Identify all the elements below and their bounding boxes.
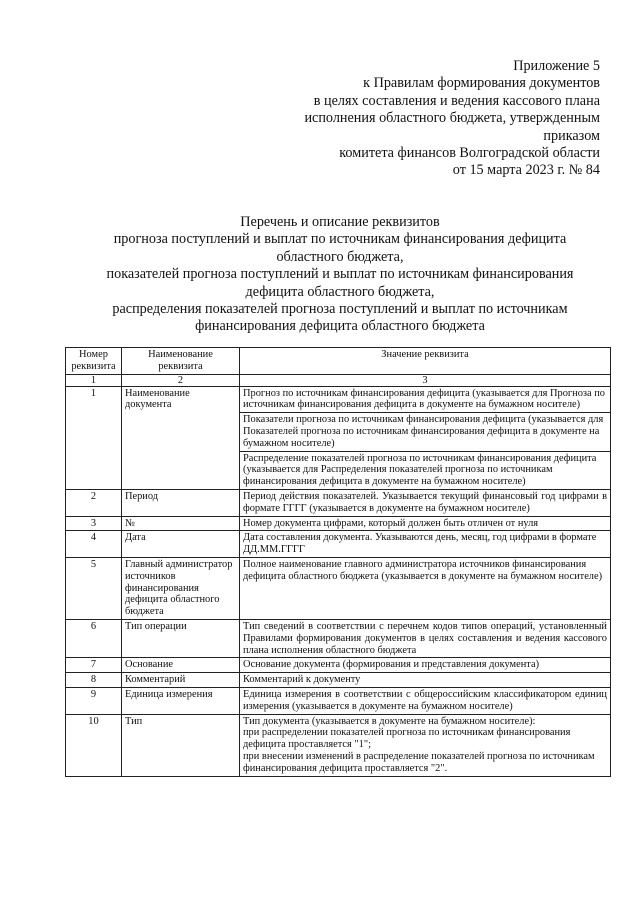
title-line: областного бюджета,	[276, 248, 404, 265]
title-line: Перечень и описание реквизитов	[240, 214, 440, 230]
appendix-line: исполнения областного бюджета, утвержденным	[304, 110, 600, 127]
row-name: Единица измерения	[122, 687, 240, 714]
row-name: Период	[122, 489, 240, 516]
table-header-row	[66, 348, 611, 375]
header-name: Наименование реквизита	[122, 348, 240, 375]
row-name: №	[122, 516, 240, 531]
row-number: 7	[66, 658, 122, 673]
row-value: Основание документа (формирования и представления документа)	[240, 658, 611, 673]
table-row	[66, 516, 611, 531]
header-value: Значение реквизита	[240, 348, 611, 375]
table-row	[66, 557, 611, 619]
table-row	[66, 687, 611, 714]
row-value: Единица измерения в соответствии с общероссийским классификатором единиц измерения (указывается в документе на бумажном носителе)	[240, 687, 611, 714]
row-value: Номер документа цифрами, который должен быть отличен от нуля	[240, 516, 611, 531]
row-value-line: Тип документа (указывается в документе на бумажном носителе):	[243, 715, 536, 727]
row-number: 9	[66, 687, 122, 714]
column-number: 1	[66, 374, 122, 386]
header-number: Номер реквизита	[66, 348, 122, 375]
row-number: 3	[66, 516, 122, 531]
title-line: прогноза поступлений и выплат по источникам финансирования дефицита	[113, 231, 567, 248]
row-number: 10	[66, 714, 122, 776]
row-name: Тип операции	[122, 619, 240, 657]
table-row	[66, 714, 611, 776]
appendix-block	[270, 58, 600, 180]
column-number: 3	[240, 374, 611, 386]
appendix-line: приказом	[543, 127, 600, 144]
row-value-line: при внесении изменений в распределение показателей прогноза по источникам финансирования дефицита проставляется "2".	[243, 750, 595, 774]
row-number: 4	[66, 531, 122, 558]
row-value-line: при распределении показателей прогноза по источникам финансирования дефицита проставляется "1";	[243, 727, 571, 751]
row-name: Основание	[122, 658, 240, 673]
appendix-line: к Правилам формирования документов	[363, 75, 600, 92]
table-row	[66, 619, 611, 657]
row-number: 2	[66, 489, 122, 516]
column-numbers-row	[66, 374, 611, 386]
table-row	[66, 673, 611, 688]
title-line: финансирования дефицита областного бюджета	[195, 318, 485, 335]
document-title	[60, 214, 620, 336]
row-value: Распределение показателей прогноза по источникам финансирования дефицита (указывается для Распределения показателей прогноза по источникам финансирования дефицита в документе на бумажном носителе)	[240, 451, 611, 489]
requisites-table	[65, 347, 611, 777]
table-row	[66, 489, 611, 516]
title-line: дефицита областного бюджета,	[245, 283, 435, 300]
title-line: распределения показателей прогноза поступлений и выплат по источникам	[112, 301, 568, 318]
row-number: 5	[66, 557, 122, 619]
appendix-line: в целях составления и ведения кассового плана	[313, 92, 600, 109]
row-name: Дата	[122, 531, 240, 558]
row-value: Дата составления документа. Указываются день, месяц, год цифрами в формате ДД.ММ.ГГГГ	[240, 531, 611, 558]
row-value: Тип сведений в соответствии с перечнем кодов типов операций, установленный Правилами формирования документов в целях составления и ведения кассового плана исполнения областного бюджета	[240, 619, 611, 657]
title-line: показателей прогноза поступлений и выплат по источникам финансирования	[106, 266, 574, 283]
row-value: Период действия показателей. Указывается текущий финансовый год цифрами в формате ГГГГ (указывается в документе на бумажном носителе)	[240, 489, 611, 516]
appendix-line: комитета финансов Волгоградской области	[339, 145, 600, 162]
row-value: Прогноз по источникам финансирования дефицита (указывается для Прогноза по источникам финансирования дефицита в документе на бумажном носителе)	[240, 386, 611, 413]
row-value: Полное наименование главного администратора источников финансирования дефицита областного бюджета (указывается в документе на бумажном носителе)	[240, 557, 611, 619]
row-name: Главный администратор источников финансирования дефицита областного бюджета	[122, 557, 240, 619]
column-number: 2	[122, 374, 240, 386]
row-name: Тип	[122, 714, 240, 776]
table-row	[66, 386, 611, 413]
row-value: Показатели прогноза по источникам финансирования дефицита (указывается для Показателей прогноза по источникам финансирования дефицита в документе на бумажном носителе)	[240, 413, 611, 451]
row-name: Наименование документа	[122, 386, 240, 489]
row-value: Комментарий к документу	[240, 673, 611, 688]
row-number: 8	[66, 673, 122, 688]
row-number: 6	[66, 619, 122, 657]
table-row	[66, 658, 611, 673]
table-row	[66, 531, 611, 558]
appendix-line: Приложение 5	[513, 58, 600, 74]
row-value	[240, 714, 611, 776]
row-name: Комментарий	[122, 673, 240, 688]
appendix-line: от 15 марта 2023 г. № 84	[452, 162, 600, 179]
row-number: 1	[66, 386, 122, 489]
